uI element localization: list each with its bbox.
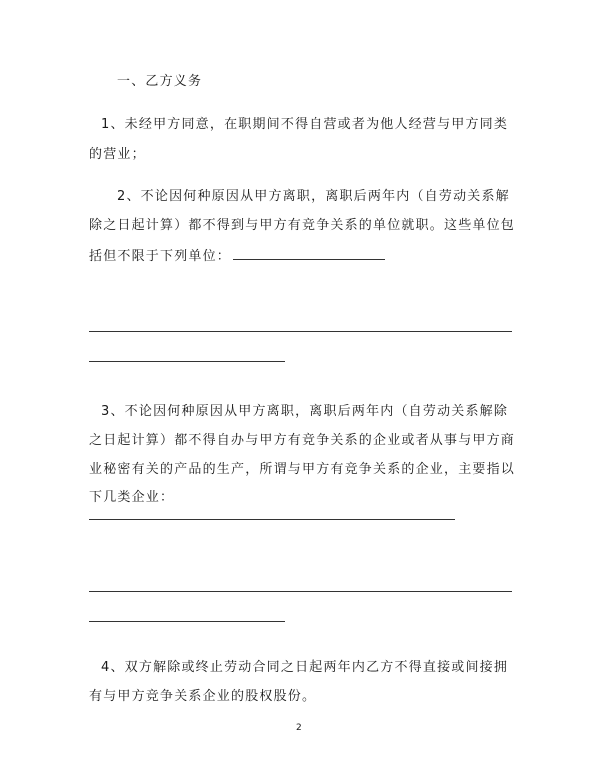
clause-4-line-1: 4、双方解除或终止劳动合同之日起两年内乙方不得直接或间接拥 [101, 660, 509, 675]
clause-1-line-1: 1、未经甲方同意，在职期间不得自营或者为他人经营与甲方同类 [101, 117, 509, 132]
clause-3-line-4: 下几类企业： [89, 490, 175, 505]
blank-fill-line [233, 248, 385, 260]
clause-1-line-2: 的营业； [89, 147, 146, 162]
clause-2-line-1: 2、不论因何种原因从甲方离职，离职后两年内（自劳动关系解 [117, 189, 510, 204]
blank-fill-line [89, 591, 512, 592]
blank-fill-line [89, 519, 455, 520]
clause-2-line-2: 除之日起计算）都不得到与甲方有竞争关系的单位就职。这些单位包 [89, 218, 516, 233]
blank-fill-line [89, 331, 512, 332]
section-heading: 一、乙方义务 [117, 74, 203, 89]
clause-3-line-1: 3、不论因何种原因从甲方离职，离职后两年内（自劳动关系解除 [101, 404, 509, 419]
clause-4-line-2: 有与甲方竞争关系企业的股权股份。 [89, 689, 317, 704]
clause-3-line-2: 之日起计算）都不得自办与甲方有竞争关系的企业或者从事与甲方商 [89, 433, 516, 448]
clause-2-line-3 [89, 248, 385, 265]
clause-2-line-3-text: 括但不限于下列单位： [89, 249, 232, 264]
clause-3-line-3: 业秘密有关的产品的生产，所谓与甲方有竞争关系的企业，主要指以 [89, 462, 516, 477]
blank-fill-line [89, 361, 285, 362]
page-number: 2 [296, 723, 302, 733]
blank-fill-line [89, 621, 285, 622]
